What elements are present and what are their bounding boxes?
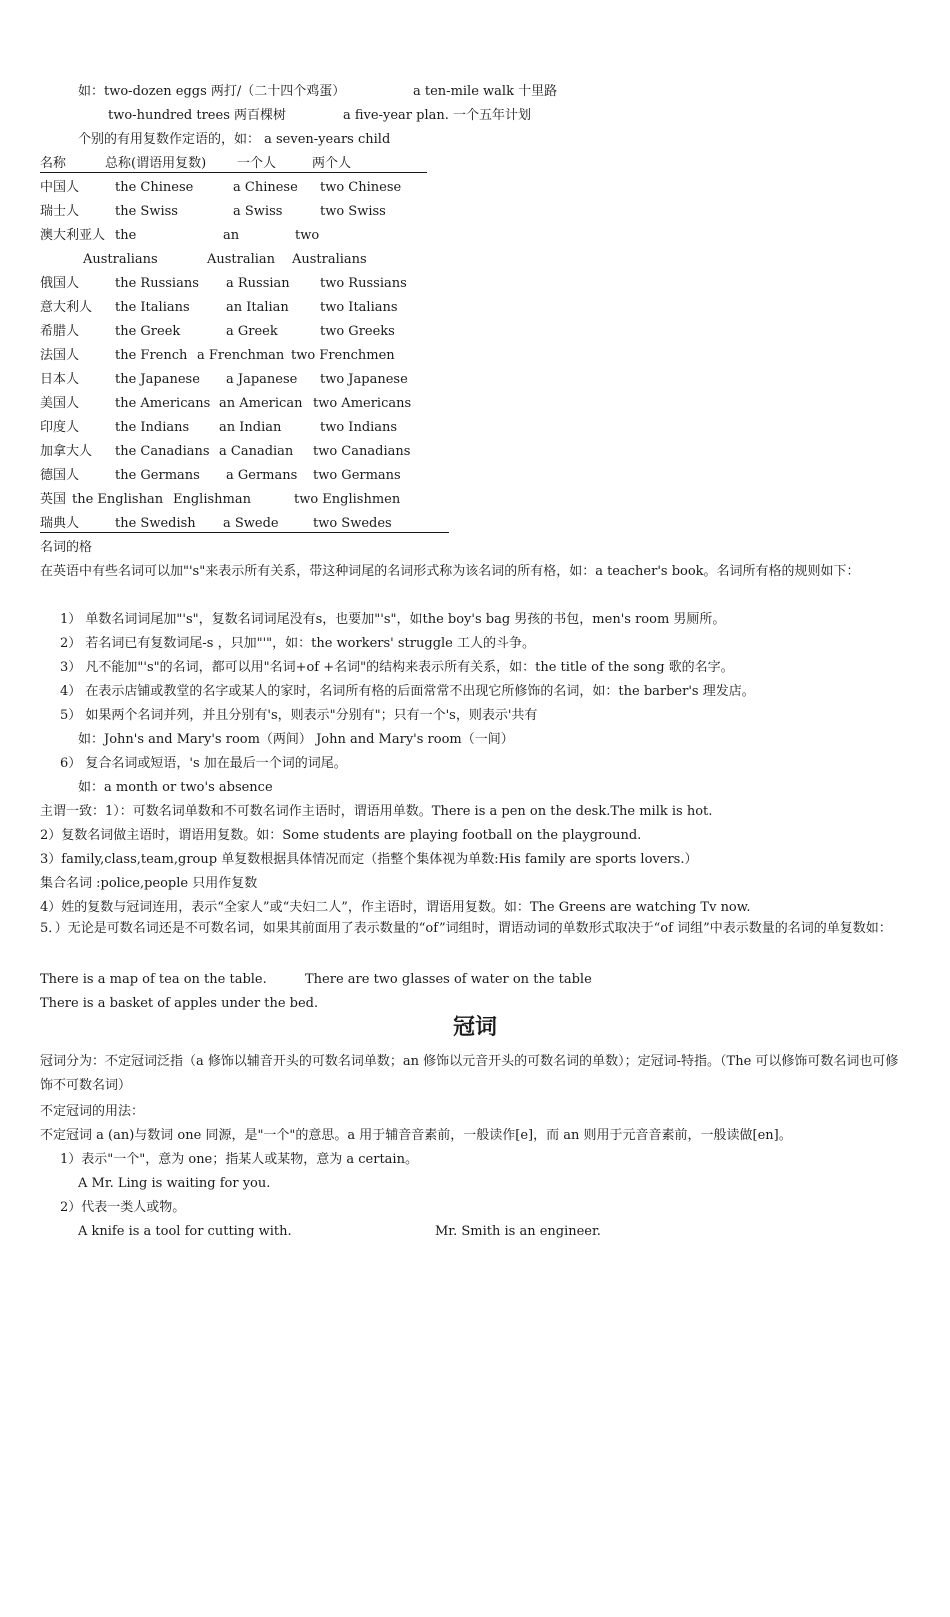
- cell-collective: the Germans: [115, 468, 200, 483]
- cell-one: an Italian: [226, 300, 289, 315]
- cell-country: 英国: [40, 492, 67, 507]
- cell-one: a Canadian: [219, 444, 294, 459]
- possessive-rule-6-example: 如：a month or two's absence: [78, 780, 273, 795]
- cell-one: Englishman: [173, 492, 251, 507]
- articles-use-1-example: A Mr. Ling is waiting for you.: [78, 1176, 271, 1191]
- articles-use-2-example-a: A knife is a tool for cutting with.: [78, 1224, 292, 1239]
- header-two: 两个人: [312, 156, 352, 171]
- possessive-rule-3: 3） 凡不能加"'s"的名词，都可以用"名词+of +名词"的结构来表示所有关系，如：the title of the song 歌的名字。: [60, 660, 734, 675]
- cell-two: two Swiss: [320, 204, 386, 219]
- cell-one: a Germans: [226, 468, 298, 483]
- agreement-line-3: 3）family,class,team,group 单复数根据具体情况而定（指整个集体视为单数:His family are sports lovers.）: [40, 852, 698, 867]
- cell-country: 法国人: [40, 348, 80, 363]
- cell-collective: the Russians: [115, 276, 199, 291]
- cell-one: a Chinese: [233, 180, 298, 195]
- cell-one: a Russian: [226, 276, 290, 291]
- cell-country: 中国人: [40, 180, 80, 195]
- cell-two: two Americans: [313, 396, 412, 411]
- cell-country: 印度人: [40, 420, 80, 435]
- cell-two: two Swedes: [313, 516, 392, 531]
- cell-country: 澳大利亚人: [40, 228, 106, 243]
- cell-country: 意大利人: [40, 300, 93, 315]
- cell-country: 俄国人: [40, 276, 80, 291]
- cell-two: two Indians: [320, 420, 398, 435]
- articles-definition: 不定冠词 a (an)与数词 one 同源，是"一个"的意思。a 用于辅音音素前，一般读作[e]，而 an 则用于元音音素前，一般读做[en]。: [40, 1128, 792, 1143]
- articles-use-2-example: [78, 1223, 950, 1241]
- agreement-line-6: 5．）无论是可数名词还是不可数名词，如果其前面用了表示数量的“of”词组时，谓语动词的单数形式取决于“of 词组”中表示数量的名词的单复数如：: [40, 921, 892, 936]
- cell-collective: the Chinese: [115, 180, 194, 195]
- cell-country: 日本人: [40, 372, 80, 387]
- articles-subtitle: 不定冠词的用法：: [40, 1104, 145, 1119]
- articles-use-2: 2）代表一类人或物。: [60, 1200, 186, 1215]
- cell-two: Australians: [292, 252, 367, 267]
- cell-collective: the Japanese: [115, 372, 200, 387]
- header-collective: 总称(谓语用复数): [105, 156, 207, 171]
- cell-two: two Greeks: [320, 324, 395, 339]
- table-bottom-underline: [40, 532, 449, 533]
- cell-two: two Japanese: [320, 372, 408, 387]
- header-name: 名称: [40, 156, 67, 171]
- agreement-line-4: 集合名词 :police,people 只用作复数: [40, 876, 258, 891]
- cell-one: a Swiss: [233, 204, 283, 219]
- intro-line-1-a: 如：two-dozen eggs 两打/（二十四个鸡蛋）: [78, 84, 346, 99]
- cell-one: an American: [219, 396, 303, 411]
- cell-one: an: [223, 228, 240, 243]
- cell-one: an Indian: [219, 420, 282, 435]
- agreement-line-2: 2）复数名词做主语时，谓语用复数。如：Some students are playing football on the playground.: [40, 828, 642, 843]
- cell-two: two Russians: [320, 276, 407, 291]
- cell-two: two Germans: [313, 468, 401, 483]
- intro-line-2: [108, 107, 950, 125]
- agreement-line-5: 4）姓的复数与冠词连用，表示“全家人”或“夫妇二人”，作主语时，谓语用复数。如：The Greens are watching Tv now.: [40, 900, 751, 915]
- cell-collective: the Englishan: [72, 492, 164, 507]
- agreement-example-2: There is a basket of apples under the bed.: [40, 996, 319, 1011]
- possessive-rule-5-example: 如：John's and Mary's room（两间） John and Mary's room（一间）: [78, 732, 514, 747]
- cell-collective: the Greek: [115, 324, 181, 339]
- cell-collective: the: [115, 228, 137, 243]
- cell-two: two Italians: [320, 300, 398, 315]
- cell-one: Australian: [207, 252, 276, 267]
- cell-one: a Japanese: [226, 372, 298, 387]
- cell-country: 瑞士人: [40, 204, 80, 219]
- articles-intro: 冠词分为：不定冠词泛指（a 修饰以辅音开头的可数名词单数；an 修饰以元音开头的可数名词的单数）；定冠词-特指。（The 可以修饰可数名词也可修饰不可数名词）: [40, 1054, 899, 1093]
- possessive-intro: 在英语中有些名词可以加"'s"来表示所有关系，带这种词尾的名词形式称为该名词的所有格，如：a teacher's book。名词所有格的规则如下：: [40, 564, 860, 579]
- articles-use-1: 1）表示"一个"，意为 one；指某人或某物，意为 a certain。: [60, 1152, 418, 1167]
- articles-heading: 冠词: [452, 1015, 497, 1040]
- agreement-line-1: 主谓一致：1）：可数名词单数和不可数名词作主语时，谓语用单数。There is a pen on the desk.The milk is hot.: [40, 804, 713, 819]
- cell-two: two Canadians: [313, 444, 411, 459]
- cell-country: 美国人: [40, 396, 80, 411]
- cell-collective: the Swiss: [115, 204, 178, 219]
- header-one: 一个人: [237, 156, 277, 171]
- intro-line-1-b: a ten-mile walk 十里路: [413, 84, 558, 99]
- cell-collective: the French: [115, 348, 188, 363]
- cell-collective: the Indians: [115, 420, 190, 435]
- cell-collective: the Canadians: [115, 444, 210, 459]
- cell-one: a Greek: [226, 324, 278, 339]
- cell-country: 加拿大人: [40, 444, 93, 459]
- possessive-rule-5: 5） 如果两个名词并列，并且分别有's，则表示"分别有"；只有一个's，则表示'共有: [60, 708, 538, 723]
- possessive-rule-6: 6） 复合名词或短语，'s 加在最后一个词的词尾。: [60, 756, 347, 771]
- cell-two: two: [295, 228, 320, 243]
- possessive-rule-4: 4） 在表示店铺或教堂的名字或某人的家时，名词所有格的后面常常不出现它所修饰的名词，如：the barber's 理发店。: [60, 684, 755, 699]
- possessive-title: 名词的格: [40, 540, 93, 555]
- cell-two: two Englishmen: [294, 492, 401, 507]
- intro-line-1: [78, 83, 950, 101]
- cell-collective: the Swedish: [115, 516, 196, 531]
- intro-line-3: 个别的有用复数作定语的，如： a seven-years child: [78, 132, 391, 147]
- cell-collective: the Italians: [115, 300, 190, 315]
- cell-country: 德国人: [40, 468, 80, 483]
- agreement-example-1-b: There are two glasses of water on the table: [305, 972, 592, 987]
- cell-country: 希腊人: [40, 324, 80, 339]
- cell-two: two Frenchmen: [291, 348, 395, 363]
- agreement-example-1: [40, 971, 920, 989]
- possessive-rule-1: 1） 单数名词词尾加"'s"，复数名词词尾没有s，也要加"'s"，如the boy's bag 男孩的书包，men's room 男厕所。: [60, 612, 726, 627]
- intro-line-2-a: two-hundred trees 两百棵树: [108, 108, 287, 123]
- cell-one: a Swede: [223, 516, 279, 531]
- agreement-example-1-a: There is a map of tea on the table.: [40, 972, 267, 987]
- cell-one: a Frenchman: [197, 348, 285, 363]
- possessive-rule-2: 2） 若名词已有复数词尾-s ，只加"'"，如：the workers' struggle 工人的斗争。: [60, 636, 535, 651]
- table-header-underline: [40, 172, 427, 173]
- articles-use-2-example-b: Mr. Smith is an engineer.: [435, 1224, 601, 1239]
- cell-two: two Chinese: [320, 180, 402, 195]
- cell-collective: Australians: [83, 252, 158, 267]
- cell-country: 瑞典人: [40, 516, 80, 531]
- intro-line-2-b: a five-year plan. 一个五年计划: [343, 108, 531, 123]
- cell-collective: the Americans: [115, 396, 211, 411]
